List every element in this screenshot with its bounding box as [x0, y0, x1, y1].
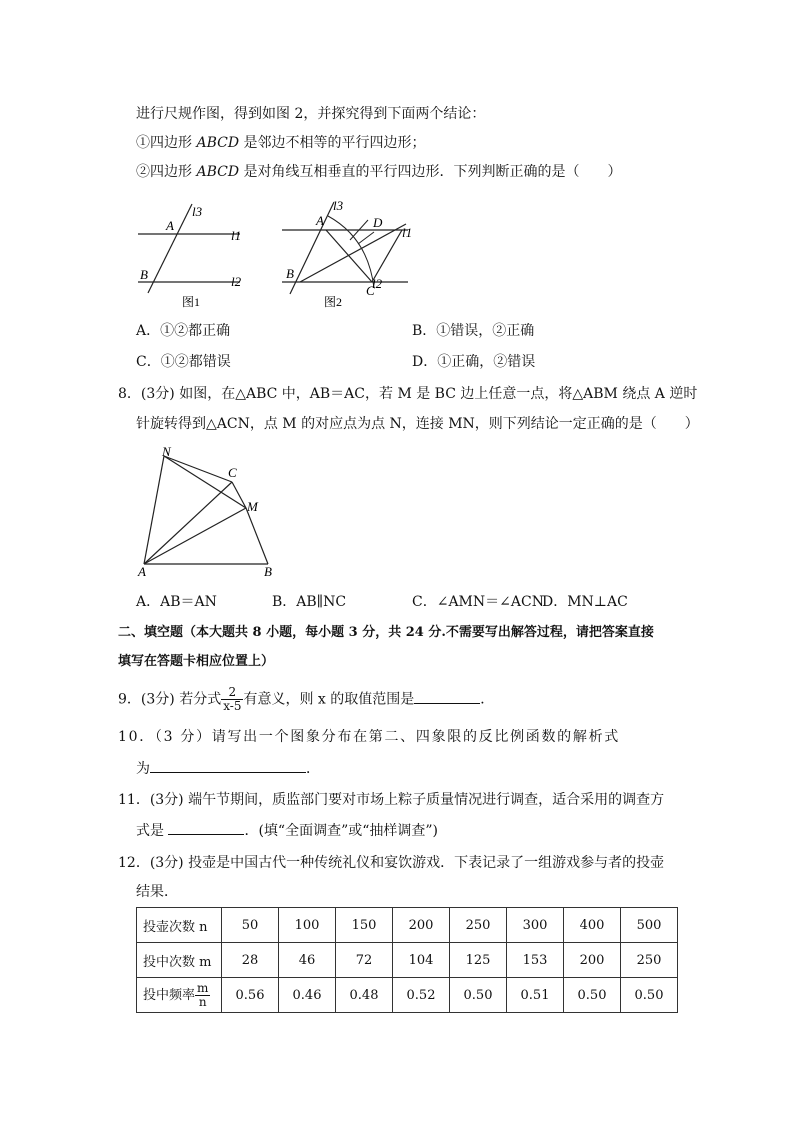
- fig8-line-MB: [246, 508, 268, 564]
- q12-text-line2: 结果．: [136, 884, 178, 900]
- fig2-label-D: D: [373, 215, 383, 230]
- q11-text-line2: 式是 ．(填“全面调查”或“抽样调查”): [136, 820, 438, 841]
- q7-conclusion-2: ②四边形 ABCD 是对角线互相垂直的平行四边形．下列判断正确的是（ ）: [136, 164, 622, 180]
- fig8-line-NM: [164, 456, 246, 508]
- fig2-line-BD: [300, 224, 406, 282]
- table-cell: 0.48: [336, 978, 393, 1013]
- fig8-label-C: C: [228, 465, 237, 480]
- table-cell: 0.50: [564, 978, 621, 1013]
- q9-text: 9．(3分) 若分式 $\frac{2}{x-5}$ 有意义，则 x 的取值范围是 ．: [118, 685, 495, 713]
- q7-option-D[interactable]: D．①正确，②错误: [412, 354, 536, 370]
- table-cell: 46: [279, 943, 336, 978]
- fig1-caption: 图1: [182, 295, 201, 309]
- fig8-label-B: B: [264, 564, 272, 579]
- fig2-label-l3: l3: [333, 198, 344, 213]
- q7-intro: 进行尺规作图，得到如图 2，并探究得到下面两个结论：: [136, 106, 486, 122]
- table-cell: 200: [393, 908, 450, 943]
- q7-option-A[interactable]: A．①②都正确: [136, 323, 231, 339]
- q11-answer-blank[interactable]: [168, 820, 244, 835]
- table-cell: 153: [507, 943, 564, 978]
- table-cell: 500: [621, 908, 678, 943]
- q11-text-line1: 11．(3分) 端午节期间，质监部门要对市场上粽子质量情况进行调查，适合采用的调查方: [118, 792, 665, 808]
- table-cell: 0.50: [450, 978, 507, 1013]
- table-cell: 72: [336, 943, 393, 978]
- fig1-label-A: A: [166, 218, 174, 233]
- fig2-label-l1: l1: [402, 225, 413, 240]
- fig2-caption: 图2: [324, 295, 343, 309]
- section2-title-line1: 二、填空题（本大题共 8 小题，每小题 3 分，共 24 分.不需要写出解答过程，请把答案直接: [118, 625, 654, 640]
- table-cell: 400: [564, 908, 621, 943]
- frequency-fraction: $\frac{m}{n}$: [197, 980, 209, 1009]
- table-cell: 104: [393, 943, 450, 978]
- table-cell: 100: [279, 908, 336, 943]
- table-cell: 150: [336, 908, 393, 943]
- table-row-label-frequency: 投中频率 $\frac{m}{n}$: [137, 978, 222, 1013]
- fig1-label-l1: l1: [231, 228, 242, 243]
- q7-figure-2: [276, 194, 426, 314]
- q8-option-D[interactable]: D．MN⊥AC: [542, 594, 628, 610]
- table-cell: 300: [507, 908, 564, 943]
- q7-option-C[interactable]: C．①②都错误: [136, 354, 231, 370]
- table-row-label-hits: 投中次数 m: [137, 943, 222, 978]
- table-cell: 0.52: [393, 978, 450, 1013]
- table-cell: 250: [450, 908, 507, 943]
- table-cell: 250: [621, 943, 678, 978]
- q8-option-A[interactable]: A．AB＝AN: [136, 594, 217, 610]
- fig2-label-A: A: [316, 213, 324, 228]
- fig1-label-l2: l2: [231, 274, 242, 289]
- q8-text-line2: 针旋转得到△ACN，点 M 的对应点为点 N，连接 MN，则下列结论一定正确的是（ ）: [136, 416, 699, 432]
- q12-results-table: [136, 907, 678, 1013]
- q7-option-B[interactable]: B．①错误，②正确: [412, 323, 535, 339]
- fig2-label-B: B: [286, 266, 294, 281]
- fig1-label-B: B: [140, 267, 148, 282]
- fig2-line-CD: [372, 230, 402, 282]
- q7-figure-1: [130, 196, 260, 314]
- section2-title-line2: 填写在答题卡相应位置上）: [118, 654, 275, 669]
- table-cell: 0.46: [279, 978, 336, 1013]
- table-cell: 0.56: [222, 978, 279, 1013]
- fig2-line-l3: [290, 202, 334, 294]
- q10-answer-blank[interactable]: [150, 758, 306, 773]
- q9-fraction: $\frac{2}{x-5}$: [223, 685, 242, 713]
- q8-figure: [132, 442, 284, 582]
- q8-text-line1: 8．(3分) 如图，在△ABC 中，AB＝AC，若 M 是 BC 边上任意一点，将△ABM 绕点 A 逆时: [118, 386, 698, 402]
- fig1-label-l3: l3: [192, 204, 203, 219]
- q8-option-C[interactable]: C．∠AMN＝∠ACN: [412, 594, 544, 610]
- q10-text-line2: 为 ．: [136, 758, 320, 779]
- table-row-label-throws: 投壶次数 n: [137, 908, 222, 943]
- table-cell: 28: [222, 943, 279, 978]
- table-row: [137, 908, 678, 943]
- table-cell: 50: [222, 908, 279, 943]
- table-cell: 200: [564, 943, 621, 978]
- table-cell: 0.51: [507, 978, 564, 1013]
- table-row: [137, 978, 678, 1013]
- table-cell: 0.50: [621, 978, 678, 1013]
- fig2-label-C: C: [366, 283, 375, 298]
- fig8-label-A: A: [138, 564, 146, 579]
- fig8-label-M: M: [247, 499, 258, 514]
- table-row: [137, 943, 678, 978]
- table-cell: 125: [450, 943, 507, 978]
- fig8-label-N: N: [162, 444, 171, 459]
- q12-text-line1: 12．(3分) 投壶是中国古代一种传统礼仪和宴饮游戏．下表记录了一组游戏参与者的投壶: [118, 855, 665, 871]
- q10-text-line1: 10．（3 分）请写出一个图象分布在第二、四象限的反比例函数的解析式: [118, 729, 620, 745]
- fig2-label-l2: l2: [372, 276, 383, 291]
- q7-conclusion-1: ①四边形 ABCD 是邻边不相等的平行四边形；: [136, 135, 426, 151]
- q9-answer-blank[interactable]: [414, 689, 480, 704]
- q8-option-B[interactable]: B．AB∥NC: [272, 594, 347, 610]
